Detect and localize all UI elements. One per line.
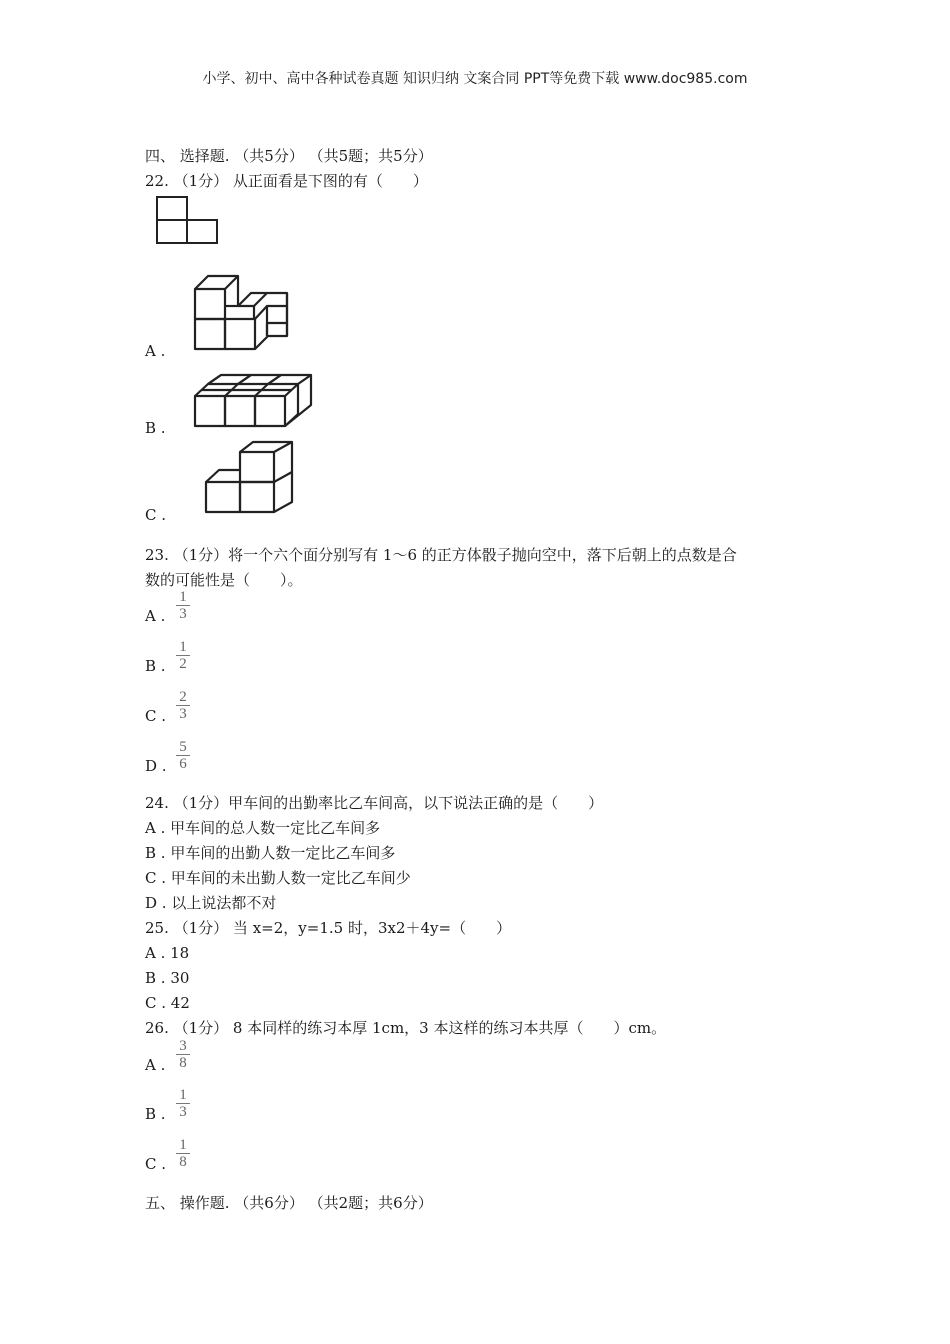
q23-option-b-label[interactable]: B . bbox=[145, 657, 166, 675]
q22-option-c-label[interactable]: C . bbox=[145, 506, 167, 524]
q22-stem: 22. （1分） 从正面看是下图的有（ ） bbox=[145, 172, 428, 190]
cube-stack-b-icon[interactable] bbox=[192, 372, 322, 430]
q26-option-b-fraction[interactable]: 1 3 bbox=[176, 1088, 190, 1119]
q25-option-b[interactable]: B . 30 bbox=[145, 969, 190, 987]
q24-stem: 24. （1分）甲车间的出勤率比乙车间高，以下说法正确的是（ ） bbox=[145, 794, 604, 812]
q23-option-a-label[interactable]: A . bbox=[145, 607, 166, 625]
q23-option-d-fraction[interactable]: 5 6 bbox=[176, 740, 190, 771]
section-5-title: 五、 操作题. （共6分） （共2题；共6分） bbox=[145, 1194, 433, 1212]
q22-option-b-label[interactable]: B . bbox=[145, 419, 166, 437]
q23-stem-line-1: 23. （1分）将一个六个面分别写有 1～6 的正方体骰子抛向空中，落下后朝上的点数是合 bbox=[145, 546, 737, 564]
q24-option-c[interactable]: C . 甲车间的未出勤人数一定比乙车间少 bbox=[145, 869, 411, 887]
q25-option-c[interactable]: C . 42 bbox=[145, 994, 190, 1012]
q23-option-b-fraction[interactable]: 1 2 bbox=[176, 640, 190, 671]
q23-option-a-fraction[interactable]: 1 3 bbox=[176, 590, 190, 621]
q24-option-a[interactable]: A . 甲车间的总人数一定比乙车间多 bbox=[145, 819, 381, 837]
q23-stem-line-2: 数的可能性是（ ）。 bbox=[145, 571, 303, 589]
q25-option-a[interactable]: A . 18 bbox=[145, 944, 190, 962]
section-4-title: 四、 选择题. （共5分） （共5题；共5分） bbox=[145, 147, 433, 165]
q26-option-c-label[interactable]: C . bbox=[145, 1155, 167, 1173]
front-view-l-shape-icon bbox=[156, 196, 220, 246]
q26-option-a-label[interactable]: A . bbox=[145, 1056, 166, 1074]
q26-stem: 26. （1分） 8 本同样的练习本厚 1cm，3 本这样的练习本共厚（ ）cm。 bbox=[145, 1019, 667, 1037]
q26-option-b-label[interactable]: B . bbox=[145, 1105, 166, 1123]
page-header: 小学、初中、高中各种试卷真题 知识归纳 文案合同 PPT等免费下载 www.doc985.com bbox=[202, 71, 748, 87]
q26-option-a-fraction[interactable]: 3 8 bbox=[176, 1039, 190, 1070]
q23-option-c-label[interactable]: C . bbox=[145, 707, 167, 725]
q23-option-c-fraction[interactable]: 2 3 bbox=[176, 690, 190, 721]
q22-option-a-label[interactable]: A . bbox=[145, 342, 166, 360]
q24-option-d[interactable]: D . 以上说法都不对 bbox=[145, 894, 277, 912]
q23-option-d-label[interactable]: D . bbox=[145, 757, 167, 775]
q25-stem: 25. （1分） 当 x=2，y=1.5 时，3x2＋4y=（ ） bbox=[145, 919, 512, 937]
q24-option-b[interactable]: B . 甲车间的出勤人数一定比乙车间多 bbox=[145, 844, 396, 862]
q26-option-c-fraction[interactable]: 1 8 bbox=[176, 1138, 190, 1169]
cube-stack-a-icon[interactable] bbox=[192, 272, 292, 352]
cube-stack-c-icon[interactable] bbox=[203, 440, 299, 516]
